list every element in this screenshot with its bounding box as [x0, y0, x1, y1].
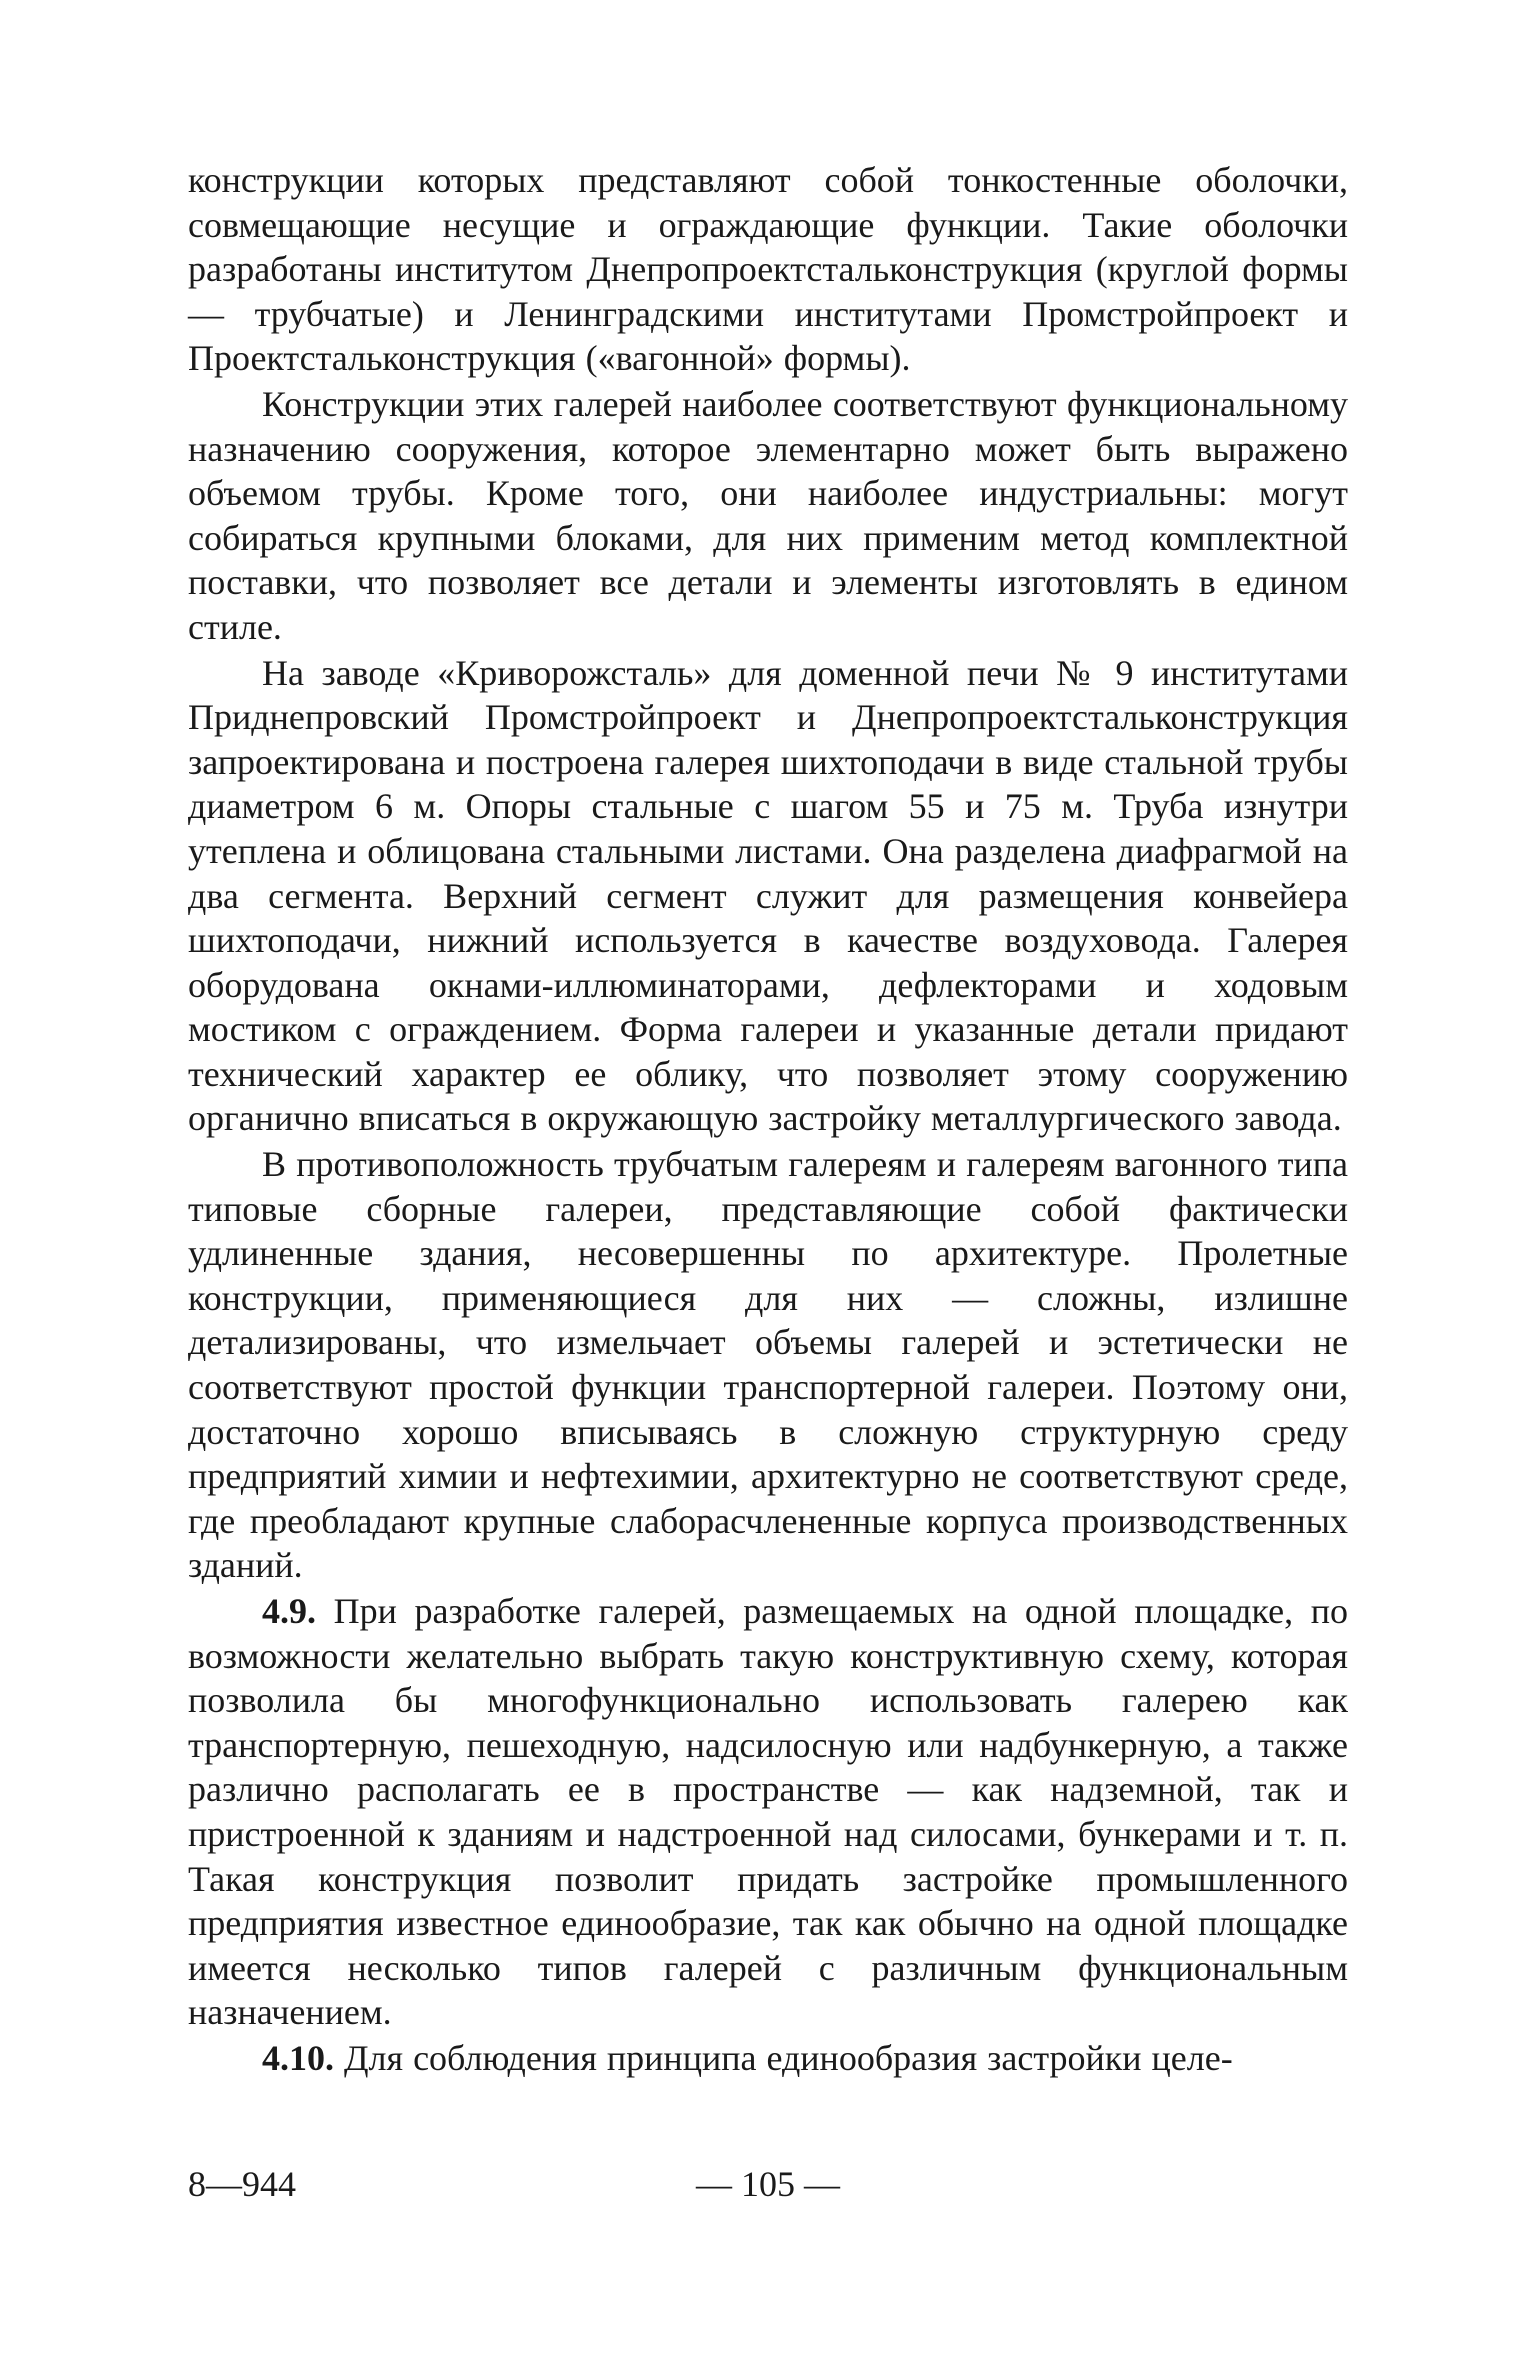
paragraph-4-9-text: При разработке галерей, размещаемых на одной площадке, по возможности желательно выбрать такую конструктивную схему, которая позволила бы многофункционально использовать галерею как транспортерную, пешеходную, надсилосную или надбункерную, а также различно располагать ее в пространстве — как надземной, так и пристроенной к зданиям и надстроенной над силосами, бункерами и т. п. Такая конструкция позволит придать застройке промышленного предприятия известное единообразие, так как обычно на одной площадке имеется несколько типов галерей с различным функциональным назначением.: [188, 1591, 1349, 2033]
page-footer: [188, 2161, 1348, 2207]
document-body: [188, 158, 1348, 2081]
section-number-4-10: 4.10.: [262, 2037, 334, 2078]
paragraph-4-9: [188, 1589, 1348, 2035]
paragraph-1: [188, 158, 1348, 381]
paragraph-4-10: [188, 2036, 1348, 2081]
paragraph-4-text: В противоположность трубчатым галереям и галереям вагонного типа типовые сборные галереи, представляющие собой фактически удлиненные здания, несовершенны по архитектуре. Пролетные конструкции, применяющиеся для них — сложны, излишне детализированы, что измельчает объемы галерей и эстетически не соответствуют простой функции транспортерной галереи. Поэтому они, достаточно хорошо вписываясь в сложную структурную среду предприятий химии и нефтехимии, архитектурно не соответствуют среде, где преобладают крупные слаборасчлененные корпуса производственных зданий.: [188, 1144, 1348, 1586]
page-number: — 105 —: [696, 2164, 840, 2204]
paragraph-4: [188, 1142, 1348, 1588]
paragraph-1-text: конструкции которых представляют собой тонкостенные оболочки, совмещающие несущие и ограждающие функции. Такие оболочки разработаны институтом Днепропроектстальконструкция (круглой формы — трубчатые) и Ленинградскими институтами Промстройпроект и Проектстальконструкция («вагонной» формы).: [188, 160, 1348, 379]
paragraph-2-text: Конструкции этих галерей наиболее соответствуют функциональному назначению сооружения, которое элементарно может быть выражено объемом трубы. Кроме того, они наиболее индустриальны: могут собираться крупными блоками, для них применим метод комплектной поставки, что позволяет все детали и элементы изготовлять в едином стиле.: [188, 383, 1348, 647]
paragraph-3-text: На заводе «Криворожсталь» для доменной печи № 9 институтами Приднепровский Промстройпроект и Днепропроектстальконструкция запроектирована и построена галерея шихтоподачи в виде стальной трубы диаметром 6 м. Опоры стальные с шагом 55 и 75 м. Труба изнутри утеплена и облицована стальными листами. Она разделена диафрагмой на два сегмента. Верхний сегмент служит для размещения конвейера шихтоподачи, нижний используется в качестве воздуховода. Галерея оборудована окнами-иллюминаторами, дефлекторами и ходовым мостиком с ограждением. Форма галереи и указанные детали придают технический характер ее облику, что позволяет этому сооружению органично вписаться в окружающую застройку металлургического завода.: [188, 652, 1348, 1139]
section-number-4-9: 4.9.: [262, 1591, 316, 1631]
paragraph-3: [188, 651, 1348, 1142]
paragraph-2: [188, 382, 1348, 650]
paragraph-4-10-text: Для соблюдения принципа единообразия застройки целе-: [344, 2037, 1233, 2078]
printer-signature: 8—944: [188, 2164, 296, 2204]
